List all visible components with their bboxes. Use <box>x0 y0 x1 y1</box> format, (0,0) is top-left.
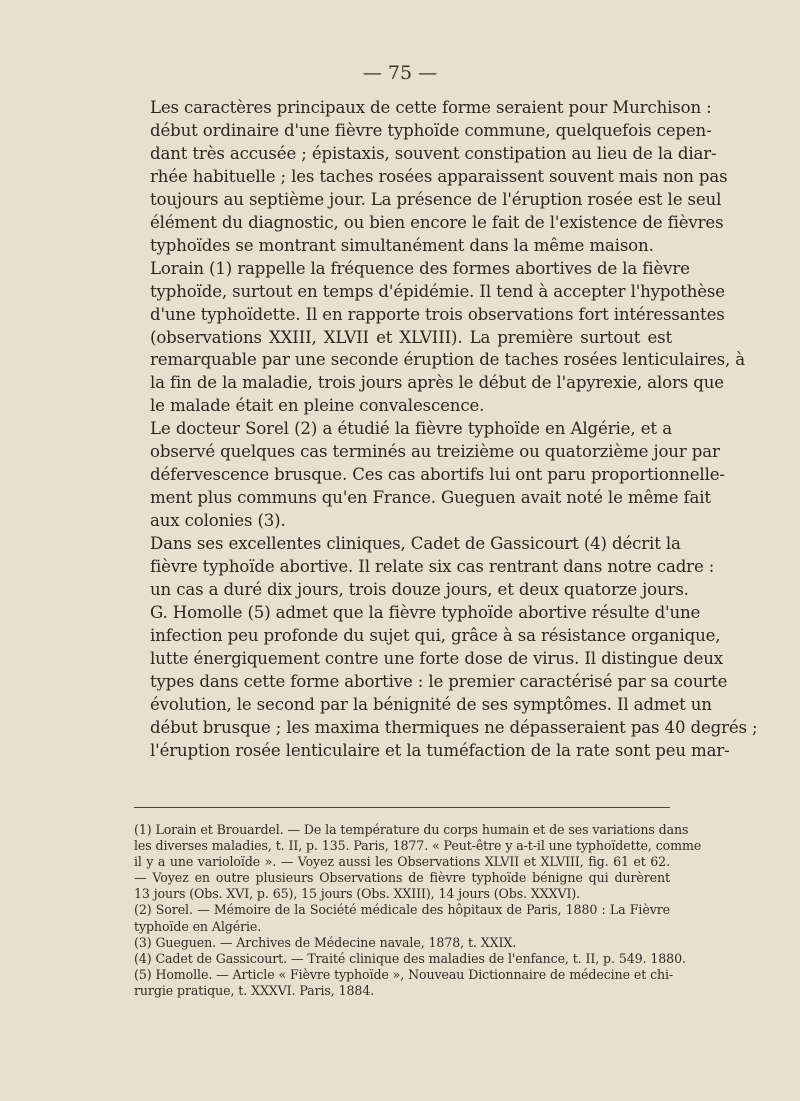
paragraph-cadet <box>132 533 715 602</box>
text-line: d'une typhoïdette. Il en rapporte trois observations fort intéressantes <box>150 304 725 324</box>
text-line: le malade était en pleine convalescence. <box>150 396 485 416</box>
text-line: évolution, le second par la bénignité de ses symptômes. Il admet un <box>150 694 712 714</box>
footnote-line: (3) Gueguen. — Archives de Médecine navale, 1878, t. XXIX. <box>134 934 517 950</box>
text-line: ment plus communs qu'en France. Gueguen avait noté le même fait <box>150 488 711 508</box>
footnote-5 <box>134 966 674 999</box>
text-line: types dans cette forme abortive : le premier caractérisé par sa courte <box>150 671 728 691</box>
footnote-1 <box>134 822 702 902</box>
text-line: lutte énergiquement contre une forte dose de virus. Il distingue deux <box>150 648 723 668</box>
body-text <box>132 97 758 763</box>
text-line: Lorain (1) rappelle la fréquence des formes abortives de la fièvre <box>150 258 690 278</box>
text-line: infection peu profonde du sujet qui, grâce à sa résistance organique, <box>150 625 721 645</box>
text-line: aux colonies (3). <box>150 511 286 531</box>
footnotes <box>134 822 702 999</box>
footnote-line: (2) Sorel. — Mémoire de la Société médicale des hôpitaux de Paris, 1880 : La Fièvre <box>134 902 670 918</box>
footnote-line: — Voyez en outre plusieurs Observations de fièvre typhoïde bénigne qui durèrent <box>134 870 670 886</box>
text-line: rhée habituelle ; les taches rosées apparaissent souvent mais non pas <box>150 166 728 186</box>
text-line: élément du diagnostic, ou bien encore le fait de l'existence de fièvres <box>150 212 724 232</box>
text-line: Dans ses excellentes cliniques, Cadet de Gassicourt (4) décrit la <box>150 534 681 554</box>
footnote-2 <box>134 902 670 934</box>
text-line: début ordinaire d'une fièvre typhoïde commune, quelquefois cepen- <box>150 120 712 140</box>
text-line: Les caractères principaux de cette forme seraient pour Murchison : <box>150 98 712 117</box>
text-line: (observations XXIII, XLVII et XLVIII). La première surtout est <box>150 327 672 347</box>
text-line: défervescence brusque. Ces cas abortifs lui ont paru proportionnelle- <box>150 465 725 485</box>
text-line: la fin de la maladie, trois jours après le début de l'apyrexie, alors que <box>150 373 724 393</box>
text-line: remarquable par une seconde éruption de taches rosées lenticulaires, à <box>150 350 745 370</box>
text-line: observé quelques cas terminés au treizième ou quatorzième jour par <box>150 442 720 462</box>
footnote-line: (1) Lorain et Brouardel. — De la température du corps humain et de ses variations dans <box>134 822 689 837</box>
text-line: toujours au septième jour. La présence de l'éruption rosée est le seul <box>150 189 722 209</box>
footnote-line: (4) Cadet de Gassicourt. — Traité clinique des maladies de l'enfance, t. II, p. 549. 1880. <box>134 950 686 966</box>
footnote-line: rurgie pratique, t. XXXVI. Paris, 1884. <box>134 982 375 998</box>
text-line: l'éruption rosée lenticulaire et la tuméfaction de la rate sont peu mar- <box>150 740 730 760</box>
footnote-line: il y a une varioloïde ». — Voyez aussi les Observations XLVII et XLVIII, fig. 61 et 62. <box>134 854 670 870</box>
text-line: Le docteur Sorel (2) a étudié la fièvre typhoïde en Algérie, et a <box>150 419 672 439</box>
page-number: — 75 — <box>362 62 438 84</box>
paragraph-murchison <box>132 97 728 258</box>
text-line: G. Homolle (5) admet que la fièvre typhoïde abortive résulte d'une <box>150 602 701 622</box>
footnote-line: 13 jours (Obs. XVI, p. 65), 15 jours (Obs. XXIII), 14 jours (Obs. XXXVI). <box>134 886 581 902</box>
footnote-line: les diverses maladies, t. II, p. 135. Paris, 1877. « Peut-être y a-t-il une typhoïdette, comme <box>134 838 702 854</box>
paragraph-sorel <box>132 418 725 533</box>
footnote-3 <box>134 935 670 951</box>
paragraph-lorain <box>132 258 745 419</box>
footnote-line: (5) Homolle. — Article « Fièvre typhoïde », Nouveau Dictionnaire de médecine et chi- <box>134 966 674 982</box>
text-line: un cas a duré dix jours, trois douze jours, et deux quatorze jours. <box>150 580 689 600</box>
paragraph-homolle <box>132 602 758 763</box>
footnote-divider <box>134 807 670 808</box>
text-line: début brusque ; les maxima thermiques ne dépasseraient pas 40 degrés ; <box>150 717 758 737</box>
text-line: typhoïde, surtout en temps d'épidémie. Il tend à accepter l'hypothèse <box>150 281 725 301</box>
text-line: dant très accusée ; épistaxis, souvent constipation au lieu de la diar- <box>150 143 717 163</box>
footnote-4 <box>134 950 686 967</box>
text-line: fièvre typhoïde abortive. Il relate six cas rentrant dans notre cadre : <box>150 557 715 577</box>
footnote-line: typhoïde en Algérie. <box>134 918 262 934</box>
text-line: typhoïdes se montrant simultanément dans la même maison. <box>150 235 654 255</box>
